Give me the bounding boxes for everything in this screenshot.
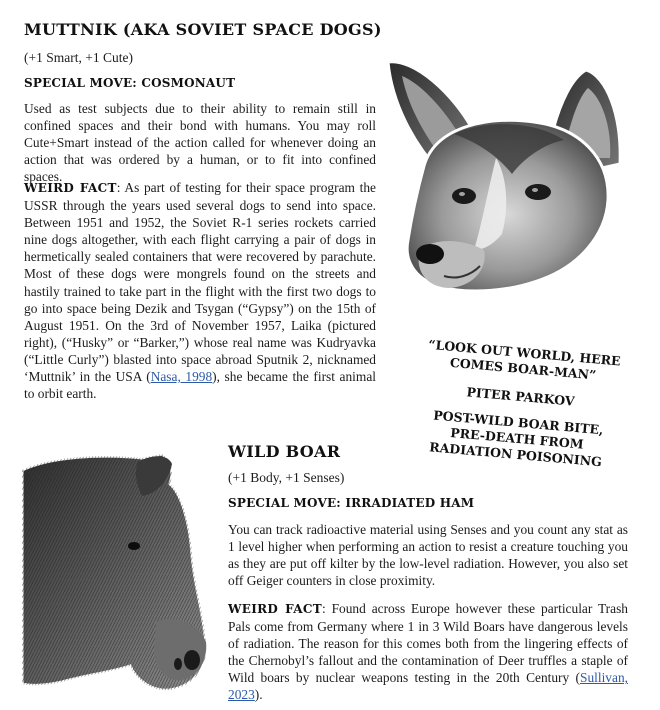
quote-caption: POST-WILD BOAR BITE, PRE-DEATH FROM RADIATION POISONING: [428, 407, 605, 470]
dogs-weird-fact-text: : As part of testing for their space program the USSR through the years used several dogs to send into space. Between 1951 and 1952, the Soviet R-1 series rockets carried nine dogs altogether, with each flight carrying a pair of dogs in hermetically sealed containers that were recovered by parachute. Most of these dogs were mongrels found on the streets and hastily trained to take part in the flight with the first two dogs to go into space being Dezik and Tsygan (“Gypsy”) on the 15th of August 1951. On the 3rd of November 1957, Laika (pictured right), (“Husky” or “Barker,”) whose real name was Kudryavka (“Little Curly”) blasted into space abroad Sputnik 2, nicknamed ‘Muttnik’ in the USA (: [24, 180, 376, 385]
dogs-special-move: SPECIAL MOVE: COSMONAUT: [24, 76, 236, 90]
dogs-citation-link[interactable]: Nasa, 1998: [150, 369, 213, 385]
quote-block: [415, 337, 625, 472]
quote-author: PITER PARKOV: [466, 384, 576, 409]
dogs-stats: (+1 Smart, +1 Cute): [24, 50, 133, 65]
boar-special-move: SPECIAL MOVE: IRRADIATED HAM: [228, 496, 475, 510]
dogs-title: MUTTNIK (AKA SOVIET SPACE DOGS): [24, 20, 382, 39]
boar-weird-fact: [228, 600, 628, 704]
dogs-description: Used as test subjects due to their ability to remain still in confined spaces and their bond with humans. You may roll Cute+Smart instead of the action called for whenever doing an action that was ordered by a human, or to fit into confined spaces.: [24, 101, 376, 185]
boar-photo: [22, 454, 210, 694]
boar-stats: (+1 Body, +1 Senses): [228, 470, 345, 485]
boar-citation-link[interactable]: Sullivan, 2023: [228, 670, 628, 703]
quote-line: “LOOK OUT WORLD, HERE COMES BOAR-MAN”: [427, 336, 622, 383]
boar-title: WILD BOAR: [228, 442, 341, 461]
boar-description: You can track radioactive material using Senses and you count any stat as 1 level higher when performing an action to resist a creature touching you as they are put off kilter by the low-level radiation. However, you also set off Geiger counters in close proximity.: [228, 522, 628, 589]
dogs-weird-fact-label: WEIRD FACT: [24, 181, 117, 195]
boar-weird-fact-label: WEIRD FACT: [228, 602, 322, 616]
dogs-weird-fact-end: ), she became the first animal to orbit earth.: [24, 369, 376, 402]
dog-photo: [384, 54, 632, 298]
dogs-weird-fact: [24, 179, 376, 402]
boar-weird-fact-end: ).: [254, 687, 263, 703]
boar-weird-fact-text: : Found across Europe however these particular Trash Pals come from Germany where 1 in 3 Wild Boars have dangerous levels of radiation. The reason for this comes both from the lingering effects of the Chernobyl’s fallout and the contamination of Deer truffles a staple of Wild boars by nuclear weapons testing in the 20th Century (: [228, 601, 628, 686]
